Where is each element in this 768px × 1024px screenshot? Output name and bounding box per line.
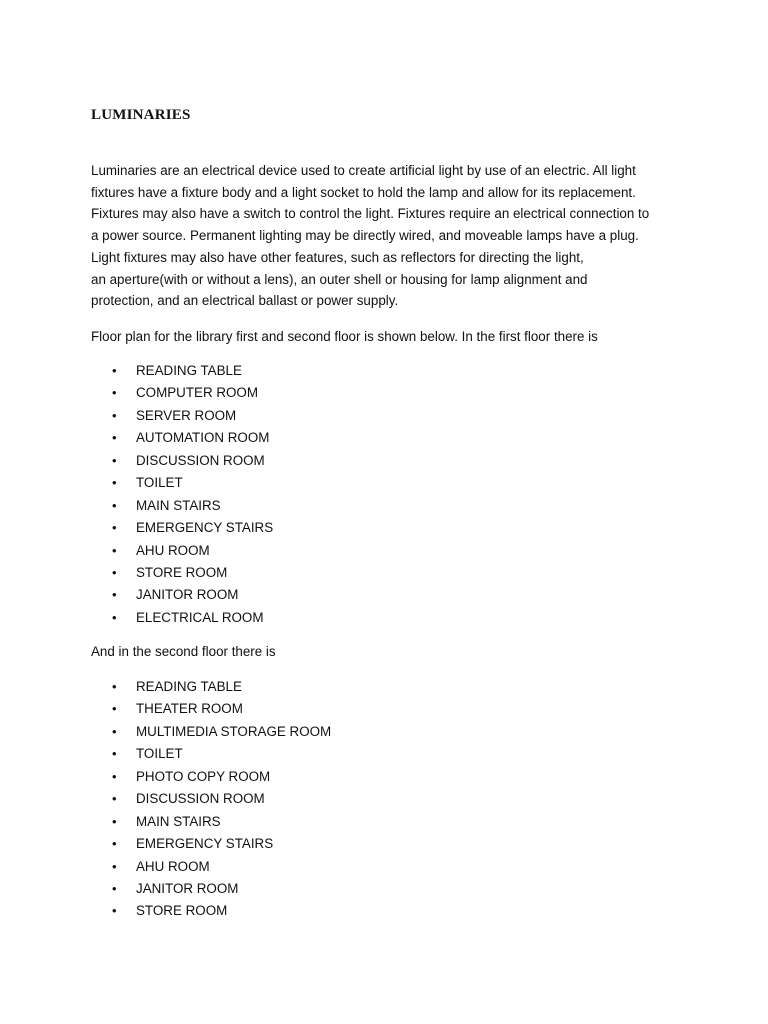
list-item-label: EMERGENCY STAIRS <box>136 836 274 852</box>
bullet-icon: • <box>112 746 117 762</box>
first-floor-list <box>91 360 273 629</box>
list-item-label: SERVER ROOM <box>136 407 237 423</box>
bullet-icon: • <box>112 768 117 784</box>
list-item-label: JANITOR ROOM <box>136 587 239 603</box>
list-item <box>91 698 331 720</box>
list-item-label: AHU ROOM <box>136 858 210 874</box>
list-item <box>91 405 273 427</box>
document-title: LUMINARIES <box>91 107 191 123</box>
list-item-label: JANITOR ROOM <box>136 880 239 896</box>
intro-line: a power source. Permanent lighting may be directly wired, and moveable lamps have a plug. <box>91 228 639 244</box>
bullet-icon: • <box>112 701 117 717</box>
list-item-label: MULTIMEDIA STORAGE ROOM <box>136 723 332 739</box>
intro-line: Fixtures may also have a switch to control the light. Fixtures require an electrical connection to <box>91 206 650 222</box>
list-item-label: PHOTO COPY ROOM <box>136 768 271 784</box>
bullet-icon: • <box>112 542 117 558</box>
bullet-icon: • <box>112 363 117 378</box>
bullet-icon: • <box>112 813 117 829</box>
bullet-icon: • <box>112 497 117 513</box>
second-floor-intro: And in the second floor there is <box>91 644 276 659</box>
floor-plan-intro: Floor plan for the library first and second floor is shown below. In the first floor there is <box>91 329 598 344</box>
bullet-icon: • <box>112 430 117 446</box>
bullet-icon: • <box>112 723 117 739</box>
bullet-icon: • <box>112 520 117 536</box>
bullet-icon: • <box>112 452 117 468</box>
list-item <box>91 878 331 900</box>
list-item <box>91 856 331 878</box>
bullet-icon: • <box>112 858 117 874</box>
list-item-label: TOILET <box>136 475 183 491</box>
list-item-label: DISCUSSION ROOM <box>136 452 265 468</box>
list-item-label: TOILET <box>136 746 183 762</box>
bullet-icon: • <box>112 791 117 807</box>
list-item-label: AUTOMATION ROOM <box>136 430 270 446</box>
list-item-label: EMERGENCY STAIRS <box>136 520 274 536</box>
intro-line: an aperture(with or without a lens), an outer shell or housing for lamp alignment and <box>91 271 588 287</box>
list-item-label: COMPUTER ROOM <box>136 385 258 401</box>
intro-line: fixtures have a fixture body and a light socket to hold the lamp and allow for its replacement. <box>91 184 636 200</box>
second-floor-list <box>91 676 331 923</box>
list-item <box>91 584 273 606</box>
bullet-icon: • <box>112 679 117 694</box>
list-item-label: READING TABLE <box>136 679 242 694</box>
bullet-icon: • <box>112 385 117 401</box>
bullet-icon: • <box>112 609 117 625</box>
intro-paragraph <box>91 160 691 312</box>
list-item <box>91 743 331 765</box>
list-item-label: DISCUSSION ROOM <box>136 791 265 807</box>
list-item <box>91 766 331 788</box>
list-item <box>91 833 331 855</box>
list-item <box>91 562 273 584</box>
list-item <box>91 721 331 743</box>
intro-line: Light fixtures may also have other features, such as reflectors for directing the light, <box>91 249 584 265</box>
list-item <box>91 517 273 539</box>
list-item <box>91 607 273 629</box>
list-item <box>91 382 273 404</box>
bullet-icon: • <box>112 564 117 580</box>
list-item-label: READING TABLE <box>136 363 242 378</box>
list-item <box>91 676 331 698</box>
bullet-icon: • <box>112 903 117 919</box>
list-item-label: ELECTRICAL ROOM <box>136 609 264 625</box>
list-item-label: STORE ROOM <box>136 564 228 580</box>
intro-line: Luminaries are an electrical device used to create artificial light by use of an electric. All light <box>91 163 636 178</box>
bullet-icon: • <box>112 407 117 423</box>
list-item <box>91 811 331 833</box>
list-item-label: MAIN STAIRS <box>136 813 221 829</box>
list-item <box>91 450 273 472</box>
list-item <box>91 788 331 810</box>
intro-line: protection, and an electrical ballast or power supply. <box>91 293 399 309</box>
list-item <box>91 427 273 449</box>
list-item-label: MAIN STAIRS <box>136 497 221 513</box>
list-item <box>91 900 331 922</box>
bullet-icon: • <box>112 880 117 896</box>
list-item <box>91 472 273 494</box>
list-item-label: AHU ROOM <box>136 542 210 558</box>
list-item-label: THEATER ROOM <box>136 701 243 717</box>
bullet-icon: • <box>112 587 117 603</box>
bullet-icon: • <box>112 836 117 852</box>
list-item <box>91 360 273 382</box>
list-item <box>91 495 273 517</box>
bullet-icon: • <box>112 475 117 491</box>
list-item <box>91 540 273 562</box>
list-item-label: STORE ROOM <box>136 903 228 919</box>
